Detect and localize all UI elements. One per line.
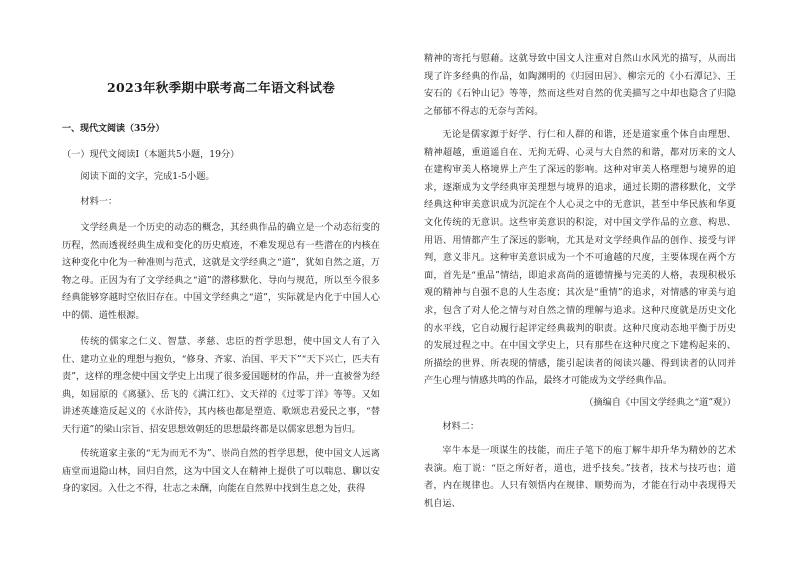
paragraph-1: 文学经典是一个历史的动态的概念，其经典作品的确立是一个动态衍变的历程，然而透视经典生成和变化的历史痕迹，不难发现总有一些潜在的内核在这种变化中化为一种准则与范式，这就是文学经典之“道”，犹如自然之道，万物之母。正因为有了文学经典之“道”的潜移默化、导向与规范，所以至今很多经典能够穿越时空依旧存在。中国文学经典之“道”，实际就是内化于中国人心中的儒、道性根源。 <box>62 222 380 321</box>
exam-title: 2023年秋季期中联考高二年语文科试卷 <box>107 80 335 95</box>
left-column <box>62 0 380 561</box>
paragraph-5: 宰牛本是一项谋生的技能，而庄子笔下的庖丁解牛却升华为精妙的艺术表演。庖丁说：“臣之所好者，道也，进乎技矣。”技者，技术与技巧也；道者，内在规律也。人只有领悟内在规律、顺势而为，才能在行动中表现得天机自运、 <box>424 445 736 509</box>
sub-heading: （一）现代文阅读Ⅰ（本题共5小题，19分） <box>62 149 240 160</box>
paragraph-4: 无论是儒家源于好学、行仁和人群的和谐，还是道家重个体自由理想、精神超越，重道遥自在、无拘无碍、心灵与大自然的和谐，都对历来的文人在建构审美人格境界上产生了深远的影响。这种对审美人格理想与境界的追求，逐渐成为文学经典审美理想与境界的追求，通过长期的潜移默化，文学经典这种审美意识成为沉淀在个人心灵之中的无意识，甚至中华民族和华夏文化传统的无意识。这些审美意识的积淀，对中国文学作品的立意、构思、用语、用情都产生了深远的影响，尤其是对文学经典作品的创作、接受与评判，意义非凡。这种审美意识成为一个不可逾越的尺度，主要体现在两个方面，首先是“重品”情结，即追求高尚的道德情操与完美的人格，表现积极乐观的精神与自强不息的人生态度；其次是“重情”的追求，对情感的审美与追求，包含了对人伦之情与对自然之情的理解与追求。这种尺度就是历史文化的水平线，它自动履行起评定经典裁判的职责。这种尺度动态地平衡于历史的发展过程之中。在中国文学史上，只有那些在这种尺度之下建构起来的、所描绘的世界、所表现的情感，能引起读者的阅读兴趣、得到读者的认同并产生心理与情感共鸣的作品，最终才可能成为文学经典作品。 <box>424 129 736 387</box>
right-column <box>424 0 736 561</box>
paragraph-2: 传统的儒家之仁义、智慧、孝慈、忠臣的哲学思想，使中国文人有了入仕、建功立业的理想与抱负，“修身、齐家、治国、平天下”“天下兴亡，匹夫有责”，这样的理念使中国文学史上出现了很多爱国题材的作品，并一直被誉为经典，如屈原的《离骚》、岳飞的《满江红》、文天祥的《过零丁洋》等等。又如讲述英雄造反起义的《水浒传》，其内核也都是塑造、歌颂忠君爱民之事，“替天行道”的梁山宗旨、招安思想效朝廷的思想最终都是以儒家思想为旨归。 <box>62 336 380 435</box>
reading-instruction: 阅读下面的文字，完成1-5小题。 <box>80 171 215 182</box>
material-one-label: 材料一： <box>80 196 118 207</box>
paragraph-3: 传统道家主张的“无为而无不为”、崇尚自然的哲学思想，使中国文人远离庙堂而退隐山林，回归自然，这为中国文人在精神上提供了可以喘息、聊以安身的家园。入仕之不得，壮志之未酬，向能在自然界中找到生息之处，获得 <box>62 448 380 495</box>
source-citation: （摘编自《中国文学经典之“道”观》） <box>584 397 736 408</box>
paragraph-3-continued: 精神的寄托与慰藉。这就导致中国文人注重对自然山水风光的描写，从而出现了许多经典的作品，如陶渊明的《归园田居》、柳宗元的《小石潭记》、王安石的《石钟山记》等等，然而这些对自然的优美描写之中却也隐含了归隐之郁郁不得志的无奈与苦闷。 <box>424 53 736 117</box>
section-heading: 一、现代文阅读（35分） <box>62 124 165 134</box>
material-two-label: 材料二： <box>442 421 480 432</box>
